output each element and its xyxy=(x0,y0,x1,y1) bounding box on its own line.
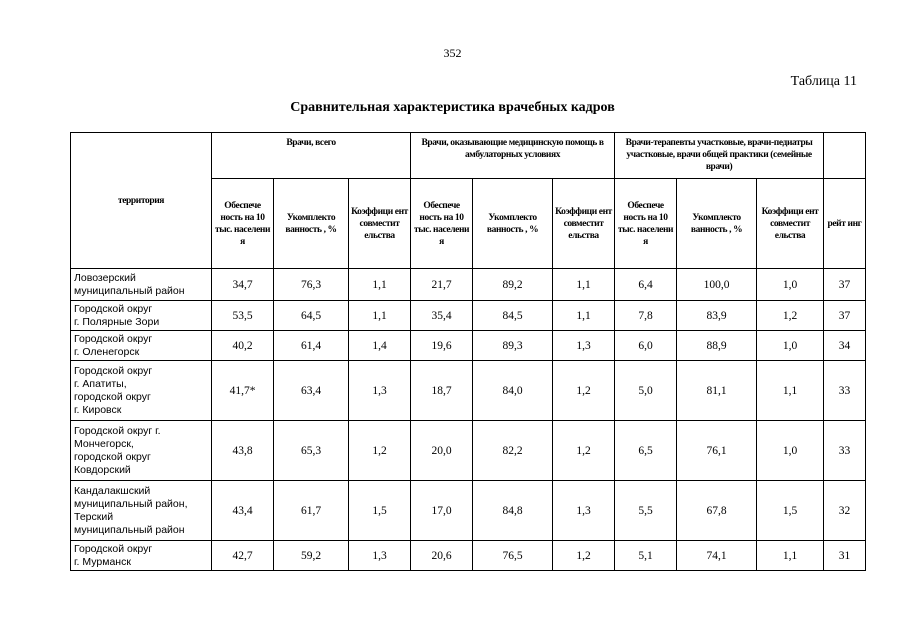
value-cell: 1,0 xyxy=(757,269,824,301)
table-row xyxy=(71,331,866,361)
header-group-all-doctors: Врачи, всего xyxy=(212,133,411,179)
table-row xyxy=(71,421,866,481)
value-cell: 6,5 xyxy=(615,421,677,481)
value-cell: 1,2 xyxy=(349,421,411,481)
value-cell: 1,1 xyxy=(349,269,411,301)
value-cell: 40,2 xyxy=(212,331,274,361)
territory-cell: Городской округ г. Апатиты, городской округ г. Кировск xyxy=(71,361,212,421)
territory-cell: Городской округ г. Мурманск xyxy=(71,541,212,571)
rating-cell: 31 xyxy=(824,541,866,571)
rating-cell: 37 xyxy=(824,301,866,331)
value-cell: 41,7* xyxy=(212,361,274,421)
value-cell: 1,2 xyxy=(757,301,824,331)
value-cell: 35,4 xyxy=(411,301,473,331)
header-coefficient: Коэффици ент совместит ельства xyxy=(757,179,824,269)
value-cell: 1,5 xyxy=(757,481,824,541)
value-cell: 21,7 xyxy=(411,269,473,301)
value-cell: 65,3 xyxy=(274,421,349,481)
value-cell: 1,0 xyxy=(757,421,824,481)
header-coefficient: Коэффици ент совместит ельства xyxy=(553,179,615,269)
value-cell: 1,5 xyxy=(349,481,411,541)
value-cell: 43,4 xyxy=(212,481,274,541)
value-cell: 6,4 xyxy=(615,269,677,301)
table-body xyxy=(71,269,866,571)
header-rating-top xyxy=(824,133,866,179)
value-cell: 1,1 xyxy=(757,361,824,421)
rating-cell: 33 xyxy=(824,421,866,481)
rating-cell: 34 xyxy=(824,331,866,361)
value-cell: 76,1 xyxy=(677,421,757,481)
table-label: Таблица 11 xyxy=(790,74,857,89)
header-provision: Обеспече ность на 10 тыс. населени я xyxy=(212,179,274,269)
document-title: Сравнительная характеристика врачебных кадров xyxy=(290,100,615,115)
rating-cell: 33 xyxy=(824,361,866,421)
value-cell: 19,6 xyxy=(411,331,473,361)
value-cell: 84,8 xyxy=(473,481,553,541)
value-cell: 34,7 xyxy=(212,269,274,301)
value-cell: 67,8 xyxy=(677,481,757,541)
value-cell: 1,1 xyxy=(349,301,411,331)
header-territory: территория xyxy=(71,133,212,269)
header-staffing: Укомплекто ванность , % xyxy=(473,179,553,269)
value-cell: 43,8 xyxy=(212,421,274,481)
value-cell: 1,3 xyxy=(349,541,411,571)
value-cell: 7,8 xyxy=(615,301,677,331)
table-row xyxy=(71,301,866,331)
staff-comparison-table xyxy=(70,132,866,571)
value-cell: 1,3 xyxy=(553,331,615,361)
value-cell: 1,4 xyxy=(349,331,411,361)
value-cell: 84,0 xyxy=(473,361,553,421)
value-cell: 59,2 xyxy=(274,541,349,571)
header-staffing: Укомплекто ванность , % xyxy=(677,179,757,269)
header-provision: Обеспече ность на 10 тыс. населени я xyxy=(615,179,677,269)
value-cell: 82,2 xyxy=(473,421,553,481)
value-cell: 76,3 xyxy=(274,269,349,301)
value-cell: 64,5 xyxy=(274,301,349,331)
table-row xyxy=(71,361,866,421)
table-row xyxy=(71,481,866,541)
territory-cell: Городской округ г. Полярные Зори xyxy=(71,301,212,331)
value-cell: 53,5 xyxy=(212,301,274,331)
value-cell: 100,0 xyxy=(677,269,757,301)
header-provision: Обеспече ность на 10 тыс. населени я xyxy=(411,179,473,269)
value-cell: 17,0 xyxy=(411,481,473,541)
value-cell: 1,0 xyxy=(757,331,824,361)
value-cell: 1,2 xyxy=(553,421,615,481)
value-cell: 88,9 xyxy=(677,331,757,361)
value-cell: 61,7 xyxy=(274,481,349,541)
header-group-district-doctors: Врачи-терапевты участковые, врачи-педиатры участковые, врачи общей практики (семейные врачи) xyxy=(615,133,824,179)
value-cell: 89,2 xyxy=(473,269,553,301)
value-cell: 20,0 xyxy=(411,421,473,481)
value-cell: 74,1 xyxy=(677,541,757,571)
value-cell: 81,1 xyxy=(677,361,757,421)
value-cell: 1,1 xyxy=(553,269,615,301)
value-cell: 1,1 xyxy=(553,301,615,331)
rating-cell: 32 xyxy=(824,481,866,541)
value-cell: 1,3 xyxy=(553,481,615,541)
table-row xyxy=(71,269,866,301)
value-cell: 83,9 xyxy=(677,301,757,331)
header-group-outpatient-doctors: Врачи, оказывающие медицинскую помощь в амбулаторных условиях xyxy=(411,133,615,179)
value-cell: 20,6 xyxy=(411,541,473,571)
value-cell: 1,2 xyxy=(553,361,615,421)
value-cell: 42,7 xyxy=(212,541,274,571)
territory-cell: Городской округ г. Оленегорск xyxy=(71,331,212,361)
header-staffing: Укомплекто ванность , % xyxy=(274,179,349,269)
value-cell: 5,5 xyxy=(615,481,677,541)
value-cell: 61,4 xyxy=(274,331,349,361)
value-cell: 1,1 xyxy=(757,541,824,571)
territory-cell: Кандалакшский муниципальный район, Терский муниципальный район xyxy=(71,481,212,541)
page-number: 352 xyxy=(443,46,462,60)
territory-cell: Ловозерский муниципальный район xyxy=(71,269,212,301)
value-cell: 5,1 xyxy=(615,541,677,571)
value-cell: 1,3 xyxy=(349,361,411,421)
header-coefficient: Коэффици ент совместит ельства xyxy=(349,179,411,269)
value-cell: 84,5 xyxy=(473,301,553,331)
value-cell: 76,5 xyxy=(473,541,553,571)
territory-cell: Городской округ г. Мончегорск, городской округ Ковдорский xyxy=(71,421,212,481)
value-cell: 6,0 xyxy=(615,331,677,361)
value-cell: 18,7 xyxy=(411,361,473,421)
header-rating: рейт инг xyxy=(824,179,866,269)
value-cell: 5,0 xyxy=(615,361,677,421)
value-cell: 1,2 xyxy=(553,541,615,571)
table-row xyxy=(71,541,866,571)
rating-cell: 37 xyxy=(824,269,866,301)
value-cell: 89,3 xyxy=(473,331,553,361)
value-cell: 63,4 xyxy=(274,361,349,421)
